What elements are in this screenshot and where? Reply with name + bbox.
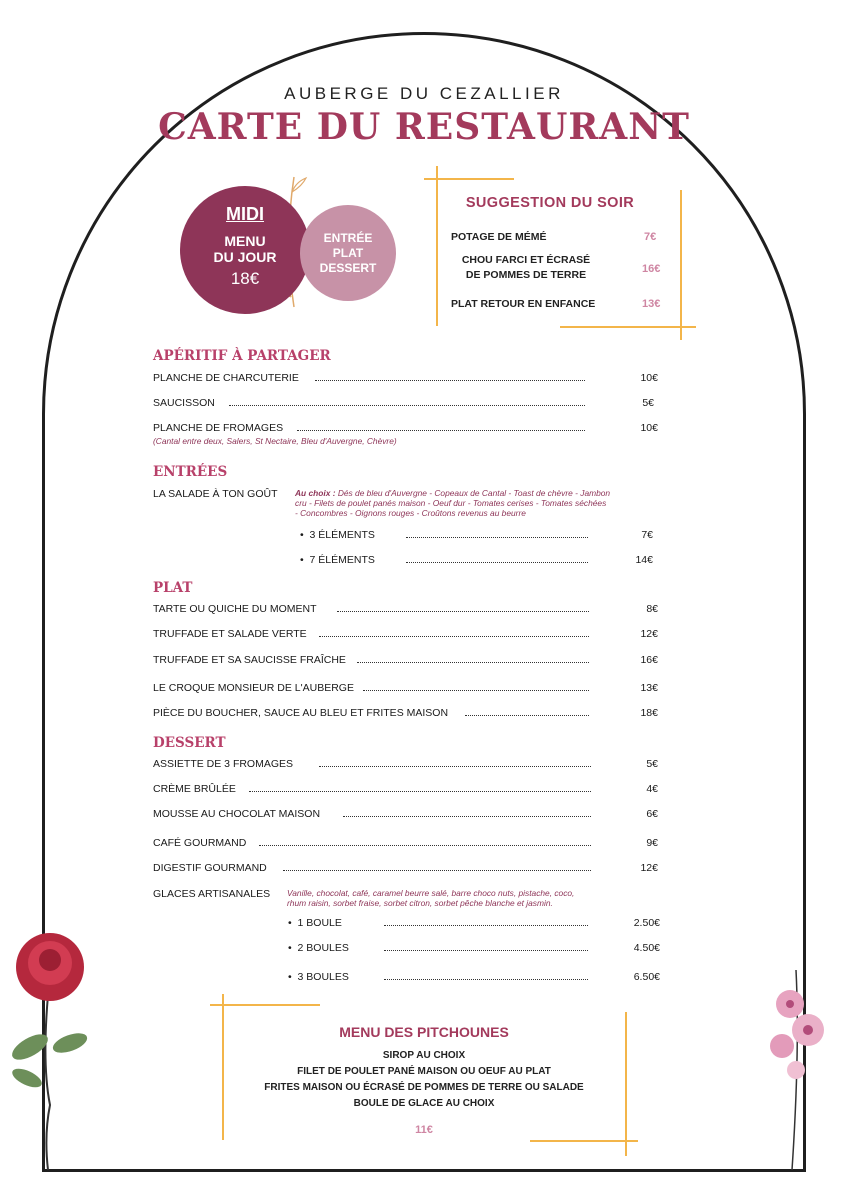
item-name: TRUFFADE ET SA SAUCISSE FRAÎCHE <box>153 654 346 666</box>
item-name: GLACES ARTISANALES <box>153 888 271 900</box>
menu-row <box>300 529 653 543</box>
item-price: 5€ <box>642 397 654 409</box>
dot-leader <box>343 816 591 817</box>
menu-row <box>153 862 658 876</box>
dot-leader <box>384 979 588 980</box>
menu-row <box>153 783 658 797</box>
option-label: 1 BOULE <box>297 917 342 929</box>
menu-row <box>153 397 658 411</box>
item-price: 8€ <box>646 603 658 615</box>
menu-row <box>153 837 658 851</box>
salad-choices <box>295 488 655 518</box>
menu-row <box>153 707 658 721</box>
suggestion-title: SUGGESTION DU SOIR <box>465 195 635 211</box>
suggestion-item-price: 16€ <box>642 263 661 275</box>
item-price: 13€ <box>640 682 658 694</box>
course-entree: ENTRÉE <box>323 231 373 245</box>
gold-frame-right <box>680 190 682 340</box>
menu-row <box>288 917 660 931</box>
suggestion-item-price: 7€ <box>644 231 657 243</box>
suggestion-item-line: DE POMMES DE TERRE <box>465 269 587 281</box>
option-label: 3 BOULES <box>297 971 349 983</box>
suggestion-item-price: 13€ <box>642 298 661 310</box>
item-price: 7€ <box>641 529 653 541</box>
dot-leader <box>319 636 589 637</box>
pitchounes-price: 11€ <box>415 1124 433 1136</box>
menu-row <box>153 654 658 668</box>
pitchounes-line: BOULE DE GLACE AU CHOIX <box>353 1098 495 1109</box>
glaces-flavours <box>287 888 627 908</box>
item-name: • 3 ÉLÉMENTS <box>300 529 375 541</box>
dot-leader <box>406 562 588 563</box>
item-name: PLANCHE DE FROMAGES <box>153 422 284 434</box>
item-name: LA SALADE À TON GOÛT <box>153 488 278 500</box>
pitchounes-title: MENU DES PITCHOUNES <box>339 1024 509 1040</box>
page-title: CARTE DU RESTAURANT <box>158 106 690 148</box>
course-plat: PLAT <box>332 246 364 260</box>
dot-leader <box>384 925 588 926</box>
item-note: (Cantal entre deux, Salers, St Nectaire, Bleu d'Auvergne, Chèvre) <box>153 436 397 446</box>
item-name: PIÈCE DU BOUCHER, SAUCE AU BLEU ET FRITES MAISON <box>153 707 449 719</box>
option-label: 3 ÉLÉMENTS <box>309 529 375 541</box>
item-name: DIGESTIF GOURMAND <box>153 862 267 874</box>
dot-leader <box>259 845 591 846</box>
menu-row <box>288 971 660 985</box>
item-price: 10€ <box>640 422 658 434</box>
course-dessert: DESSERT <box>319 261 377 275</box>
choice-label: Au choix : <box>295 488 336 498</box>
item-price: 6.50€ <box>633 971 660 983</box>
midi-courses-badge <box>300 205 396 301</box>
item-price: 10€ <box>640 372 658 384</box>
menu-row <box>153 682 658 696</box>
red-rose-icon <box>0 925 100 1175</box>
item-name: • 3 BOULES <box>288 971 349 983</box>
option-label: 2 BOULES <box>297 942 349 954</box>
item-price: 16€ <box>640 654 658 666</box>
gold-frame-top <box>210 1004 320 1006</box>
menu-row <box>153 603 658 617</box>
menu-row <box>153 422 658 436</box>
menu-row <box>153 808 658 822</box>
du-jour-label: DU JOUR <box>213 249 277 265</box>
pitchounes-line: SIROP AU CHOIX <box>382 1050 466 1061</box>
gold-frame-left <box>436 166 438 326</box>
flavour-line: rhum raisin, sorbet fraise, sorbet citron, sorbet pêche blanche et jasmin. <box>287 898 553 908</box>
choice-line: Dés de bleu d'Auvergne - Copeaux de Cantal - Toast de chèvre - Jambon <box>337 488 611 498</box>
dot-leader <box>363 690 589 691</box>
item-price: 4.50€ <box>633 942 660 954</box>
item-price: 12€ <box>640 628 658 640</box>
pitchounes-line: FRITES MAISON OU ÉCRASÉ DE POMMES DE TERRE OU SALADE <box>264 1082 584 1093</box>
item-price: 12€ <box>640 862 658 874</box>
item-name: MOUSSE AU CHOCOLAT MAISON <box>153 808 321 820</box>
menu-row <box>153 372 658 386</box>
item-name: PLANCHE DE CHARCUTERIE <box>153 372 299 384</box>
menu-row <box>153 628 658 642</box>
menu-row <box>288 942 660 956</box>
dot-leader <box>406 537 588 538</box>
option-label: 7 ÉLÉMENTS <box>309 554 375 566</box>
dot-leader <box>319 766 591 767</box>
dot-leader <box>357 662 589 663</box>
item-name: TRUFFADE ET SALADE VERTE <box>153 628 307 640</box>
item-name: TARTE OU QUICHE DU MOMENT <box>153 603 317 615</box>
section-title-plat: PLAT <box>153 580 193 596</box>
item-name: ASSIETTE DE 3 FROMAGES <box>153 758 294 770</box>
item-price: 6€ <box>646 808 658 820</box>
flavour-line: Vanille, chocolat, café, caramel beurre salé, barre choco nuts, pistache, coco, <box>287 888 575 898</box>
dot-leader <box>465 715 589 716</box>
item-name: LE CROQUE MONSIEUR DE L'AUBERGE <box>153 682 354 694</box>
gold-frame-bottom <box>530 1140 638 1142</box>
item-price: 4€ <box>646 783 658 795</box>
item-price: 18€ <box>640 707 658 719</box>
section-title-aperitif: APÉRITIF À PARTAGER <box>153 348 331 364</box>
pitchounes-line: FILET DE POULET PANÉ MAISON OU OEUF AU PLAT <box>297 1066 551 1077</box>
midi-menu-badge <box>180 186 310 314</box>
section-title-entrees: ENTRÉES <box>153 464 228 480</box>
item-price: 14€ <box>635 554 653 566</box>
section-title-dessert: DESSERT <box>153 735 226 751</box>
midi-price: 18€ <box>230 269 260 288</box>
suggestion-item-name: POTAGE DE MÉMÉ <box>451 231 547 243</box>
suggestion-item-line: CHOU FARCI ET ÉCRASÉ <box>461 254 591 266</box>
choice-line: - Concombres - Oignons rouges - Croûtons revenus au beurre <box>295 508 526 518</box>
menu-row <box>153 758 658 772</box>
item-price: 5€ <box>646 758 658 770</box>
menu-label: MENU <box>224 233 266 249</box>
item-name: • 2 BOULES <box>288 942 349 954</box>
menu-row <box>300 554 653 568</box>
dot-leader <box>384 950 588 951</box>
suggestion-item-name: PLAT RETOUR EN ENFANCE <box>451 298 596 310</box>
restaurant-name: AUBERGE DU CEZALLIER <box>284 84 564 103</box>
choice-line: cru - Filets de poulet panés maison - Oeuf dur - Tomates cerises - Tomates séchées <box>295 498 607 508</box>
item-name: • 1 BOULE <box>288 917 342 929</box>
gold-frame-bottom <box>560 326 696 328</box>
dot-leader <box>297 430 585 431</box>
dot-leader <box>315 380 585 381</box>
suggestion-item-name <box>452 254 600 281</box>
dot-leader <box>337 611 589 612</box>
item-price: 2.50€ <box>633 917 660 929</box>
pink-orchid-icon <box>752 960 848 1180</box>
dot-leader <box>283 870 591 871</box>
dot-leader <box>229 405 585 406</box>
item-name: SAUCISSON <box>153 397 215 409</box>
dot-leader <box>249 791 591 792</box>
item-price: 9€ <box>646 837 658 849</box>
item-name: CAFÉ GOURMAND <box>153 837 247 849</box>
arch-frame <box>42 32 806 1172</box>
midi-label: MIDI <box>226 204 264 224</box>
item-name: CRÈME BRÛLÉE <box>153 783 236 795</box>
item-name: • 7 ÉLÉMENTS <box>300 554 375 566</box>
